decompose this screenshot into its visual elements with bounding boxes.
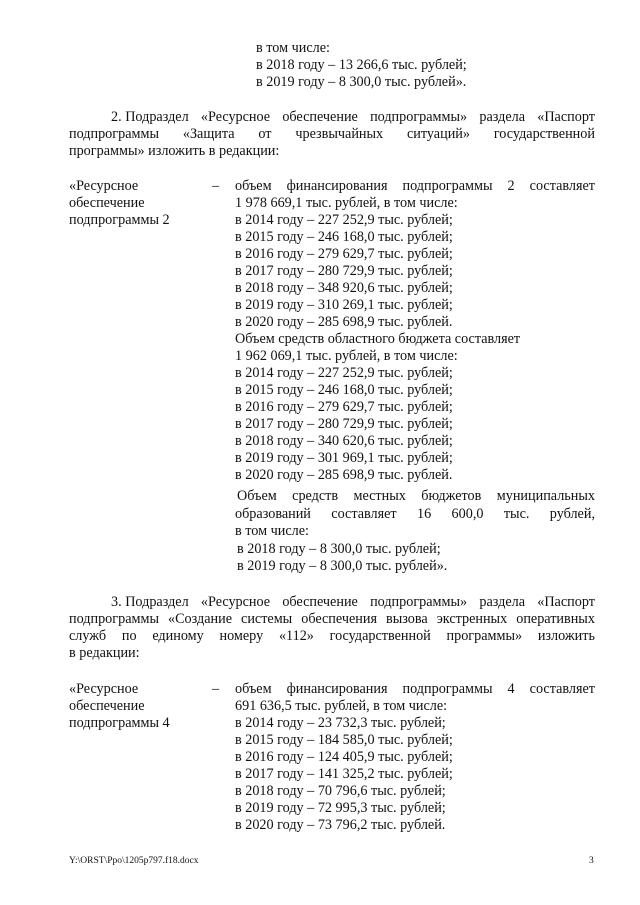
word: «112» [278,628,314,644]
word: системы [241,611,293,627]
funding-line: в 2015 году – 246 168,0 тыс. рублей; [235,382,453,398]
word: местных [353,488,406,504]
word: служб [69,628,107,644]
funding-line: в 2016 году – 124 405,9 тыс. рублей; [235,749,453,765]
word: государственной [329,628,431,644]
word: от [258,126,272,142]
word: муниципальных [496,488,595,504]
word: обеспечения [301,611,377,627]
funding-line: в 2019 году – 72 995,3 тыс. рублей; [235,800,446,816]
dash: – [212,178,220,194]
resource-label: обеспечение [69,195,145,211]
word: тыс. [503,506,530,522]
funding-line: 1 978 669,1 тыс. рублей, в том числе: [235,195,458,211]
word: 3. Подраздел [111,594,189,610]
funding-line: 691 636,5 тыс. рублей, в том числе: [235,698,448,714]
word: средств [292,488,339,504]
funding-first-line [235,178,595,195]
word: 2 [507,178,515,194]
word: «Паспорт [537,109,595,125]
intro-line: в 2018 году – 13 266,6 тыс. рублей; [256,57,467,73]
intro-line: в том числе: [256,40,330,56]
paragraph-2-line-2 [69,126,595,143]
paragraph-2-line-1 [111,109,595,126]
funding-line: в 2019 году – 8 300,0 тыс. рублей». [237,558,448,574]
resource-label: подпрограммы 4 [69,715,170,731]
paragraph-3-line-1 [111,594,595,611]
funding-line: в 2019 году – 301 969,1 тыс. рублей; [235,450,453,466]
word: бюджетов [421,488,482,504]
word: подпрограммы [402,178,493,194]
dash: – [212,681,220,697]
footer-file-path: Y:\ORST\Ppo\1205p797.f18.docx [69,856,199,866]
word: 4 [507,681,515,697]
intro-line: в 2019 году – 8 300,0 тыс. рублей». [256,74,467,90]
local-budget-line-2 [235,506,595,523]
word: подпрограммы» [370,109,468,125]
word: по [121,628,137,644]
local-budget-line-1 [237,488,595,505]
word: Объем [237,488,277,504]
resource-label: «Ресурсное [69,681,139,697]
funding-line: в 2020 году – 285 698,9 тыс. рублей. [235,467,453,483]
word: ситуаций» [407,126,470,142]
funding-line: Объем средств областного бюджета составляет [235,331,521,347]
funding-line: в 2018 году – 8 300,0 тыс. рублей; [237,541,441,557]
resource-label: «Ресурсное [69,178,139,194]
word: номеру [219,628,264,644]
word: объем [235,178,272,194]
funding-line: в том числе: [235,523,309,539]
page-number: 3 [589,856,594,866]
word: финансирования [286,681,388,697]
word: изложить [537,628,595,644]
funding-line: в 2014 году – 23 732,3 тыс. рублей; [235,715,446,731]
word: обеспечение [282,594,358,610]
word: раздела [479,109,525,125]
funding-line: 1 962 069,1 тыс. рублей, в том числе: [235,348,458,364]
paragraph-3-line-3 [69,628,595,645]
funding-line: в 2019 году – 310 269,1 тыс. рублей; [235,297,453,313]
resource-label: обеспечение [69,698,145,714]
word: финансирования [286,178,388,194]
word: «Создание [168,611,232,627]
word: 600,0 [451,506,484,522]
word: оперативных [516,611,595,627]
word: раздела [479,594,525,610]
funding-line: в 2016 году – 279 629,7 тыс. рублей; [235,399,453,415]
funding-line: в 2017 году – 280 729,9 тыс. рублей; [235,263,453,279]
funding-line: в 2014 году – 227 252,9 тыс. рублей; [235,365,453,381]
word: подпрограммы [69,126,159,142]
funding-line: в 2017 году – 141 325,2 тыс. рублей; [235,766,453,782]
word: 2. Подраздел [111,109,189,125]
funding-line: в 2014 году – 227 252,9 тыс. рублей; [235,212,453,228]
word: объем [235,681,272,697]
funding-line: в 2016 году – 279 629,7 тыс. рублей; [235,246,453,262]
word: составляет [529,178,595,194]
paragraph-2-line-3: программы» изложить в редакции: [69,143,280,159]
word: подпрограммы» [370,594,468,610]
funding-first-line [235,681,595,698]
word: программы» [446,628,523,644]
word: рублей, [549,506,595,522]
word: составляет [529,681,595,697]
word: «Ресурсное [200,594,271,610]
word: образований [235,506,311,522]
word: единому [152,628,204,644]
word: составляет [331,506,397,522]
resource-label: подпрограммы 2 [69,212,170,228]
funding-line: в 2020 году – 73 796,2 тыс. рублей. [235,817,446,833]
funding-line: в 2017 году – 280 729,9 тыс. рублей; [235,416,453,432]
word: «Ресурсное [200,109,271,125]
paragraph-3-line-2 [69,611,595,628]
funding-line: в 2018 году – 70 796,6 тыс. рублей; [235,783,446,799]
funding-line: в 2018 году – 340 620,6 тыс. рублей; [235,433,453,449]
funding-line: в 2015 году – 246 168,0 тыс. рублей; [235,229,453,245]
funding-line: в 2020 году – 285 698,9 тыс. рублей. [235,314,453,330]
funding-line: в 2015 году – 184 585,0 тыс. рублей; [235,732,453,748]
word: подпрограммы [402,681,493,697]
word: обеспечение [282,109,358,125]
funding-line: в 2018 году – 348 920,6 тыс. рублей; [235,280,453,296]
word: подпрограммы [69,611,159,627]
word: чрезвычайных [295,126,384,142]
word: «Паспорт [537,594,595,610]
word: вызова [386,611,428,627]
word: государственной [493,126,595,142]
word: экстренных [436,611,508,627]
word: «Защита [182,126,235,142]
paragraph-3-line-4: в редакции: [69,645,140,661]
word: 16 [416,506,432,522]
